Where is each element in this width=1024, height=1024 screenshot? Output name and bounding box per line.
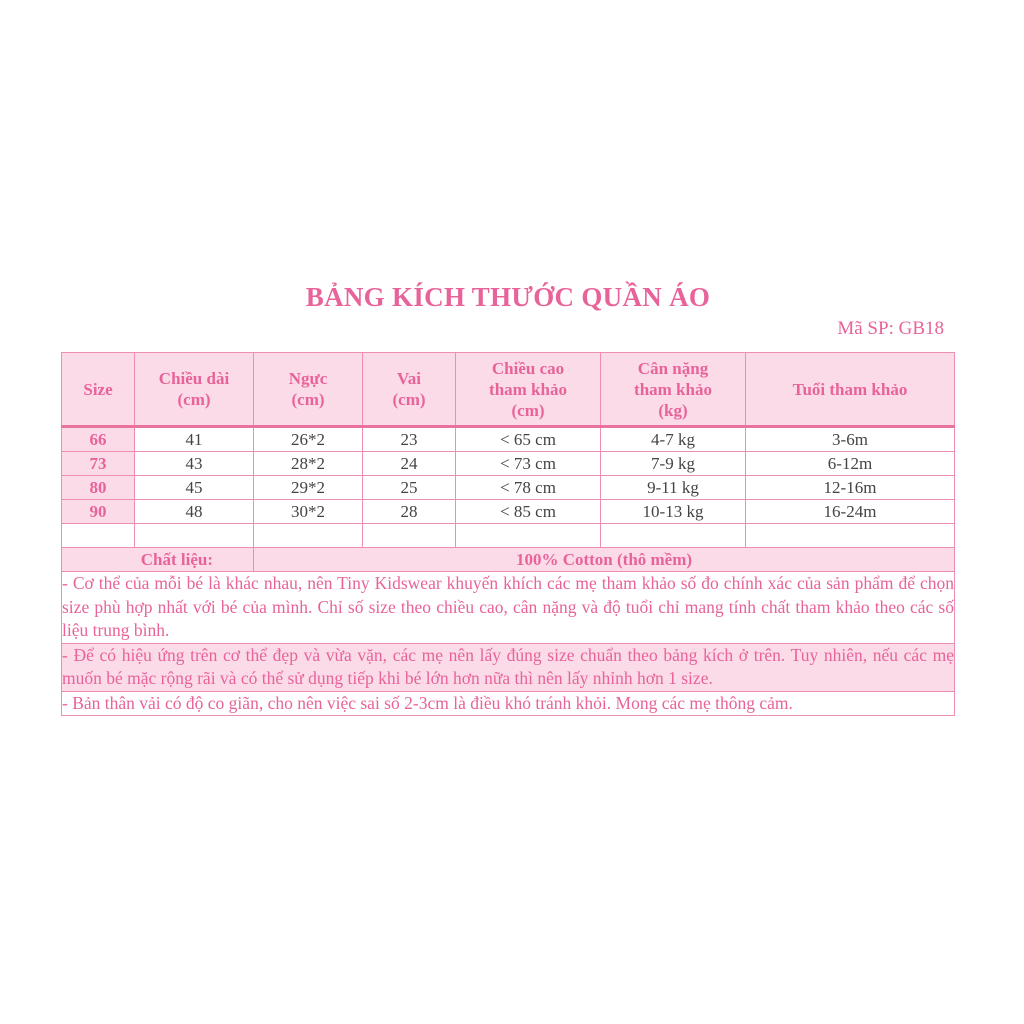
size-cell: 90	[62, 500, 135, 524]
table-row	[62, 476, 955, 500]
empty-cell	[363, 524, 456, 548]
length-cell: 41	[135, 427, 254, 452]
empty-cell	[135, 524, 254, 548]
empty-cell	[601, 524, 746, 548]
header-shoulder: Vai (cm)	[363, 353, 456, 427]
note-row	[62, 572, 955, 644]
empty-cell	[746, 524, 955, 548]
chest-cell: 28*2	[254, 452, 363, 476]
header-size: Size	[62, 353, 135, 427]
page-title: BẢNG KÍCH THƯỚC QUẦN ÁO	[305, 282, 711, 312]
shoulder-cell: 28	[363, 500, 456, 524]
age-cell: 3-6m	[746, 427, 955, 452]
note-text: - Để có hiệu ứng trên cơ thể đẹp và vừa vặn, các mẹ nên lấy đúng size chuẩn theo bảng kích ở trên. Tuy nhiên, nếu các mẹ muốn bé mặc rộng rãi và có thể sử dụng tiếp khi bé lớn hơn nữa thì nên lấy nhỉnh hơn 1 size.	[62, 643, 955, 691]
empty-cell	[254, 524, 363, 548]
size-cell: 73	[62, 452, 135, 476]
material-row	[62, 548, 955, 572]
empty-cell	[456, 524, 601, 548]
height-cell: < 85 cm	[456, 500, 601, 524]
shoulder-cell: 24	[363, 452, 456, 476]
size-cell: 66	[62, 427, 135, 452]
shoulder-cell: 25	[363, 476, 456, 500]
header-length: Chiều dài (cm)	[135, 353, 254, 427]
length-cell: 43	[135, 452, 254, 476]
empty-cell	[62, 524, 135, 548]
material-label: Chất liệu:	[62, 548, 254, 572]
table-row	[62, 427, 955, 452]
empty-row	[62, 524, 955, 548]
age-cell: 6-12m	[746, 452, 955, 476]
weight-cell: 10-13 kg	[601, 500, 746, 524]
weight-cell: 9-11 kg	[601, 476, 746, 500]
table-row	[62, 452, 955, 476]
height-cell: < 65 cm	[456, 427, 601, 452]
table-header-row	[62, 353, 955, 427]
age-cell: 12-16m	[746, 476, 955, 500]
weight-cell: 4-7 kg	[601, 427, 746, 452]
header-age: Tuổi tham khảo	[746, 353, 955, 427]
header-height: Chiều cao tham khảo (cm)	[456, 353, 601, 427]
note-text: - Bản thân vải có độ co giãn, cho nên việc sai số 2-3cm là điều khó tránh khỏi. Mong các mẹ thông cảm.	[62, 691, 955, 716]
product-code: Mã SP: GB18	[837, 318, 944, 339]
weight-cell: 7-9 kg	[601, 452, 746, 476]
age-cell: 16-24m	[746, 500, 955, 524]
chest-cell: 26*2	[254, 427, 363, 452]
material-value: 100% Cotton (thô mềm)	[254, 548, 955, 572]
height-cell: < 78 cm	[456, 476, 601, 500]
note-row	[62, 691, 955, 716]
note-text: - Cơ thể của mỗi bé là khác nhau, nên Tiny Kidswear khuyến khích các mẹ tham khảo số đo chính xác của sản phẩm để chọn size phù hợp nhất với bé của mình. Chỉ số size theo chiều cao, cân nặng và độ tuổi chỉ mang tính chất tham khảo theo các số liệu trung bình.	[62, 572, 955, 644]
length-cell: 45	[135, 476, 254, 500]
size-chart-table	[61, 352, 955, 716]
height-cell: < 73 cm	[456, 452, 601, 476]
length-cell: 48	[135, 500, 254, 524]
header-chest: Ngực (cm)	[254, 353, 363, 427]
chest-cell: 30*2	[254, 500, 363, 524]
header-weight: Cân nặng tham khảo (kg)	[601, 353, 746, 427]
chest-cell: 29*2	[254, 476, 363, 500]
size-cell: 80	[62, 476, 135, 500]
note-row	[62, 643, 955, 691]
table-row	[62, 500, 955, 524]
shoulder-cell: 23	[363, 427, 456, 452]
